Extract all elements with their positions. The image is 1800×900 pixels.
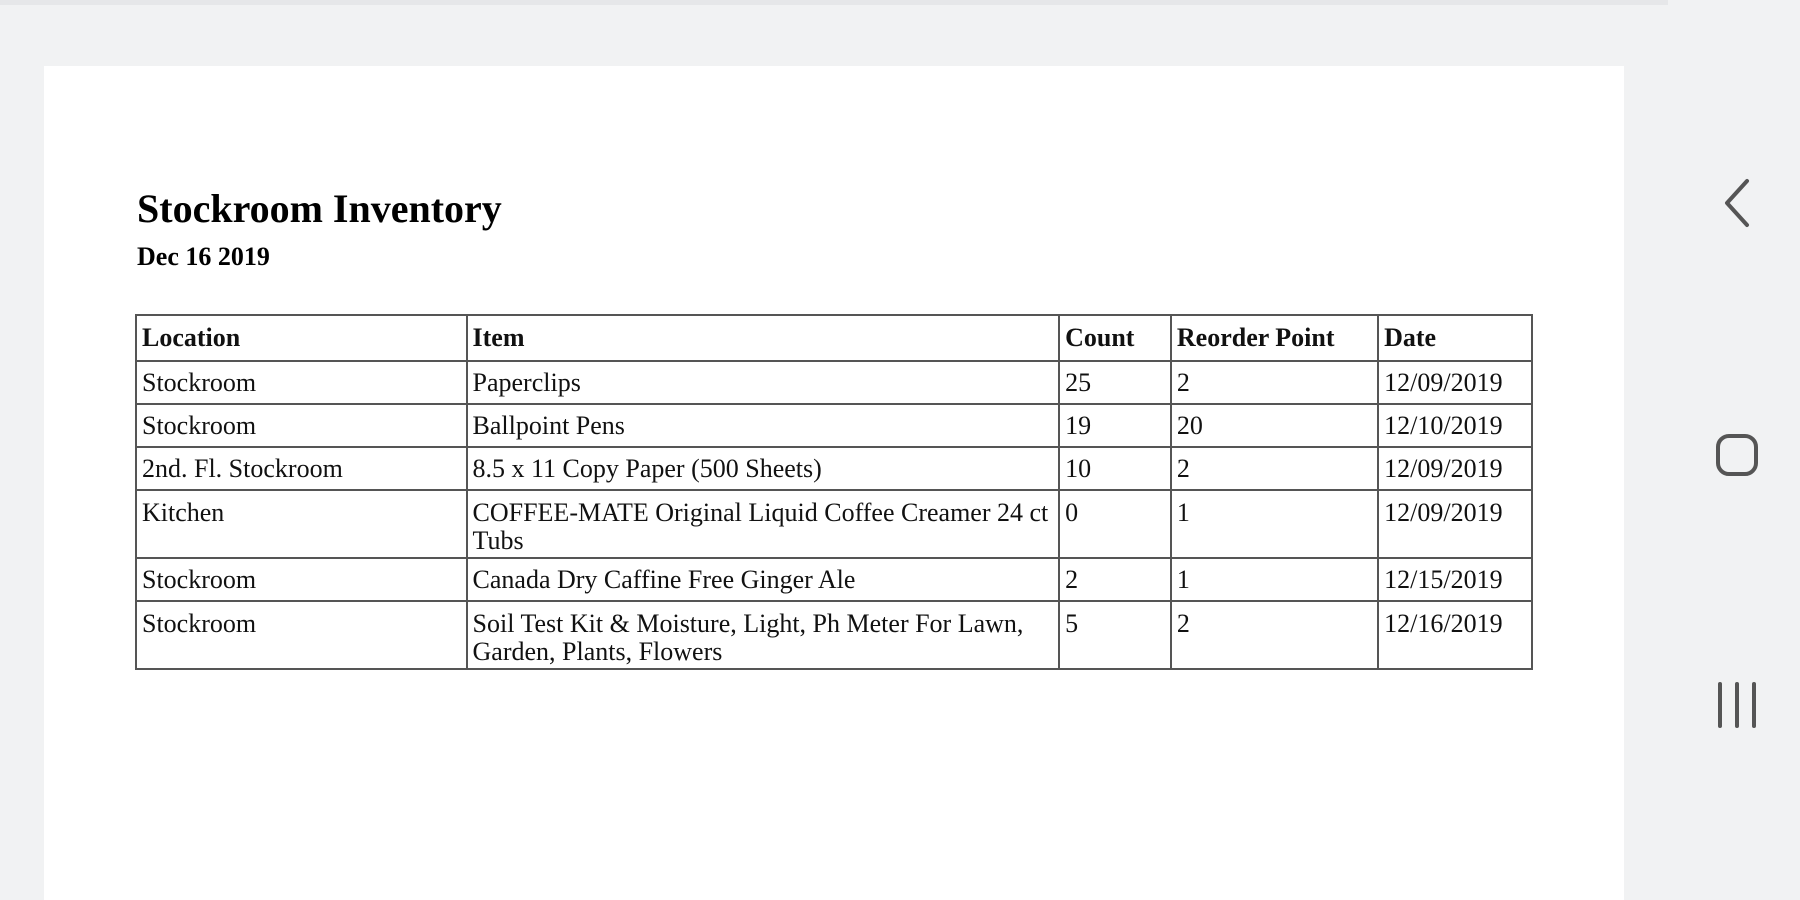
cell-location: Stockroom: [136, 361, 467, 404]
cell-count: 10: [1059, 447, 1171, 490]
document-title: Stockroom Inventory: [137, 186, 502, 231]
table-row: [136, 447, 1532, 490]
cell-reorder-point: 1: [1171, 558, 1378, 601]
cell-date: 12/15/2019: [1378, 558, 1532, 601]
document-date: Dec 16 2019: [137, 242, 270, 271]
document-page[interactable]: [44, 66, 1624, 900]
header-reorder-point: Reorder Point: [1171, 315, 1378, 361]
cell-item: COFFEE-MATE Original Liquid Coffee Creamer 24 ct Tubs: [467, 490, 1060, 558]
cell-location: Stockroom: [136, 601, 467, 669]
cell-date: 12/09/2019: [1378, 361, 1532, 404]
cell-reorder-point: 20: [1171, 404, 1378, 447]
cell-date: 12/16/2019: [1378, 601, 1532, 669]
cell-count: 25: [1059, 361, 1171, 404]
rounded-square-icon: [1712, 430, 1762, 480]
cell-date: 12/10/2019: [1378, 404, 1532, 447]
cell-item: Paperclips: [467, 361, 1060, 404]
cell-reorder-point: 1: [1171, 490, 1378, 558]
top-edge-strip: [0, 0, 1668, 5]
cell-count: 5: [1059, 601, 1171, 669]
cell-item: Canada Dry Caffine Free Ginger Ale: [467, 558, 1060, 601]
cell-count: 2: [1059, 558, 1171, 601]
cell-date: 12/09/2019: [1378, 447, 1532, 490]
cell-item: Soil Test Kit & Moisture, Light, Ph Meter For Lawn, Garden, Plants, Flowers: [467, 601, 1060, 669]
cell-item: Ballpoint Pens: [467, 404, 1060, 447]
chevron-left-icon: [1717, 173, 1757, 233]
header-location: Location: [136, 315, 467, 361]
cell-location: Kitchen: [136, 490, 467, 558]
recents-button[interactable]: [1700, 668, 1774, 742]
back-button[interactable]: [1700, 166, 1774, 240]
header-count: Count: [1059, 315, 1171, 361]
cell-reorder-point: 2: [1171, 601, 1378, 669]
header-date: Date: [1378, 315, 1532, 361]
cell-reorder-point: 2: [1171, 447, 1378, 490]
cell-location: Stockroom: [136, 404, 467, 447]
cell-reorder-point: 2: [1171, 361, 1378, 404]
table-row: [136, 361, 1532, 404]
inventory-table: [135, 314, 1533, 670]
three-bars-icon: [1712, 680, 1762, 730]
cell-location: Stockroom: [136, 558, 467, 601]
table-row: [136, 601, 1532, 669]
cell-count: 0: [1059, 490, 1171, 558]
table-row: [136, 490, 1532, 558]
cell-item: 8.5 x 11 Copy Paper (500 Sheets): [467, 447, 1060, 490]
home-button[interactable]: [1700, 418, 1774, 492]
table-header-row: [136, 315, 1532, 361]
cell-location: 2nd. Fl. Stockroom: [136, 447, 467, 490]
cell-count: 19: [1059, 404, 1171, 447]
table-row: [136, 404, 1532, 447]
header-item: Item: [467, 315, 1060, 361]
cell-date: 12/09/2019: [1378, 490, 1532, 558]
table-row: [136, 558, 1532, 601]
